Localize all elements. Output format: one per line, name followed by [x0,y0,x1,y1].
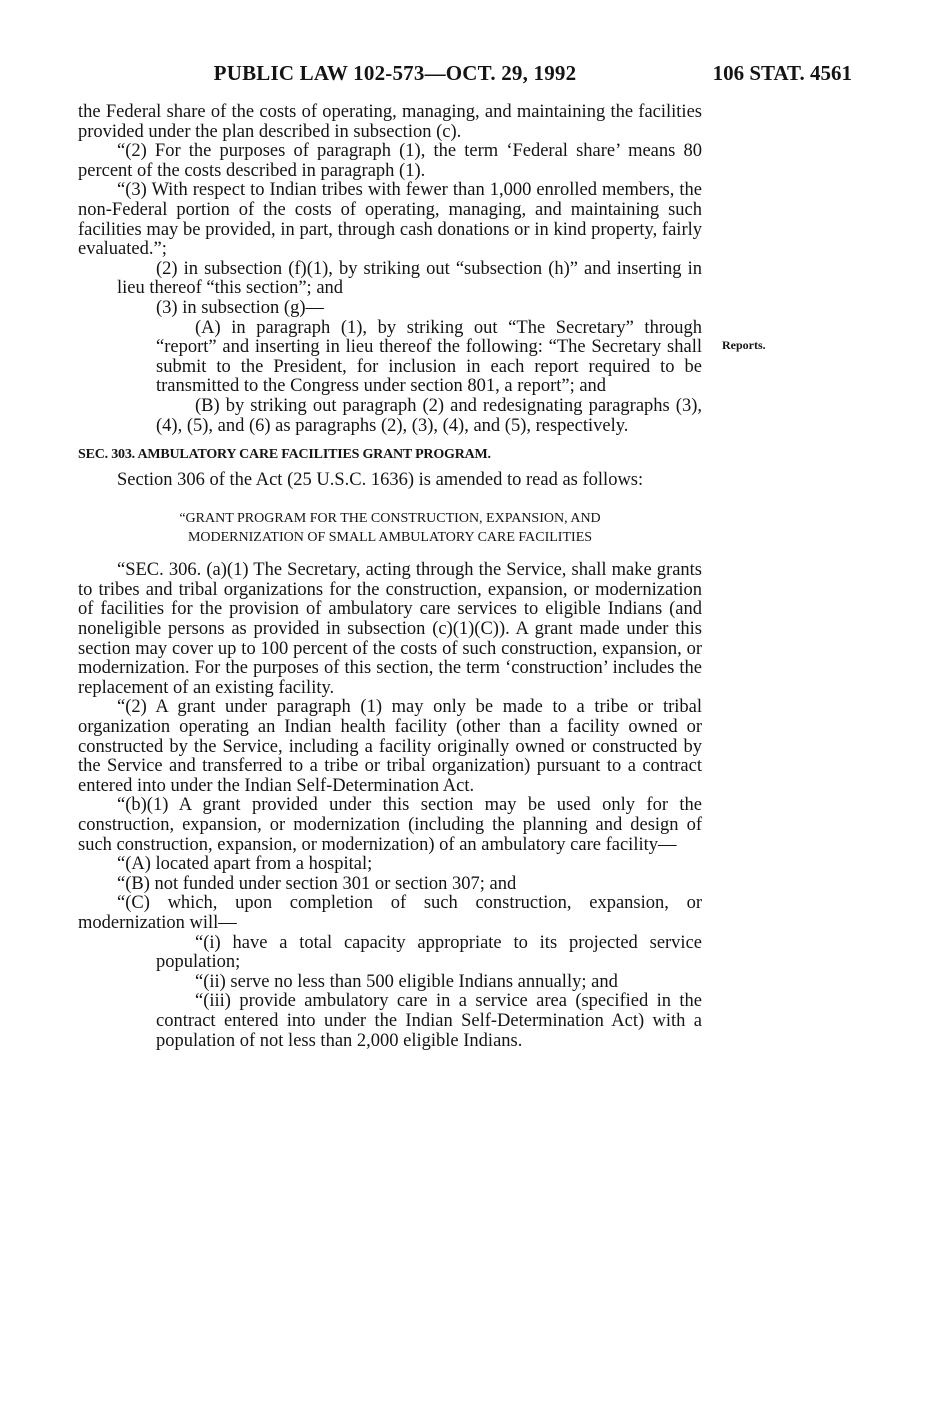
section-caption [78,509,702,547]
amendment-item-a: (A) in paragraph (1), by striking out “The Secretary” through “report” and inserting in lieu thereof the following: “The Secretary shall submit to the President, for inclusion in each report required to be transmitted to the Congress under section 801, a report”; and [156,317,702,397]
section-caption-line-1: “GRANT PROGRAM FOR THE CONSTRUCTION, EXPANSION, AND [179,511,601,527]
document-body [78,103,702,1051]
list-item-c: “(C) which, upon completion of such construction, expansion, or modernization will— [78,893,702,933]
section-caption-line-2: MODERNIZATION OF SMALL AMBULATORY CARE FACILITIES [187,530,593,546]
section-heading: SEC. 303. AMBULATORY CARE FACILITIES GRANT PROGRAM. [78,447,491,463]
amendment-item-3: (3) in subsection (g)— [156,297,325,318]
statute-page-number: 106 STAT. 4561 [712,61,852,85]
list-item-ii: “(ii) serve no less than 500 eligible Indians annually; and [195,971,618,992]
running-header-title: PUBLIC LAW 102-573—OCT. 29, 1992 [213,61,577,85]
paragraph-federal-share: “(2) For the purposes of paragraph (1), the term ‘Federal share’ means 80 percent of the costs described in paragraph (1). [78,141,702,181]
paragraph-section-intro: Section 306 of the Act (25 U.S.C. 1636) is amended to read as follows: [117,469,644,490]
list-item-iii: “(iii) provide ambulatory care in a service area (specified in the contract entered into under the Indian Self-Determination Act) with a population of not less than 2,000 eligible Indians. [156,991,702,1051]
paragraph-sec306-a2: “(2) A grant under paragraph (1) may only be made to a tribe or tribal organization operating an Indian health facility (other than a facility owned or constructed by the Service, including a facility originally owned or constructed by the Service and transferred to a tribe or tribal organization) pursuant to a contract entered into under the Indian Self-Determination Act. [78,697,702,796]
list-item-a: “(A) located apart from a hospital; [117,854,373,875]
paragraph-continuation: the Federal share of the costs of operating, managing, and maintaining the facilities provided under the plan described in subsection (c). [78,102,702,142]
list-item-i: “(i) have a total capacity appropriate to its projected service population; [156,932,702,973]
paragraph-sec306-b1: “(b)(1) A grant provided under this section may be used only for the construction, expansion, or modernization (including the planning and design of such construction, expansion, or modernization) of an ambulatory care facility— [78,795,702,855]
margin-note-reports: Reports. [722,338,766,352]
paragraph-indian-tribes: “(3) With respect to Indian tribes with fewer than 1,000 enrolled members, the non-Federal portion of the costs of operating, managing, and maintaining such facilities may be provided, in part, through cash donations or in kind property, fairly evaluated.”; [78,180,702,260]
amendment-item-b: (B) by striking out paragraph (2) and redesignating paragraphs (3), (4), (5), and (6) as paragraphs (2), (3), (4), and (5), respectively. [156,395,702,436]
list-item-b: “(B) not funded under section 301 or section 307; and [117,873,517,894]
amendment-item-2: (2) in subsection (f)(1), by striking out “subsection (h)” and inserting in lieu thereof “this section”; and [117,258,702,299]
paragraph-sec306-a1: “SEC. 306. (a)(1) The Secretary, acting through the Service, shall make grants to tribes and tribal organizations for the construction, expansion, or modernization of facilities for the provision of ambulatory care services to eligible Indians (and noneligible persons as provided in subsection (c)(1)(C)). A grant made under this section may cover up to 100 percent of the costs of such construction, expansion, or modernization. For the purposes of this section, the term ‘construction’ includes the replacement of an existing facility. [78,560,702,698]
